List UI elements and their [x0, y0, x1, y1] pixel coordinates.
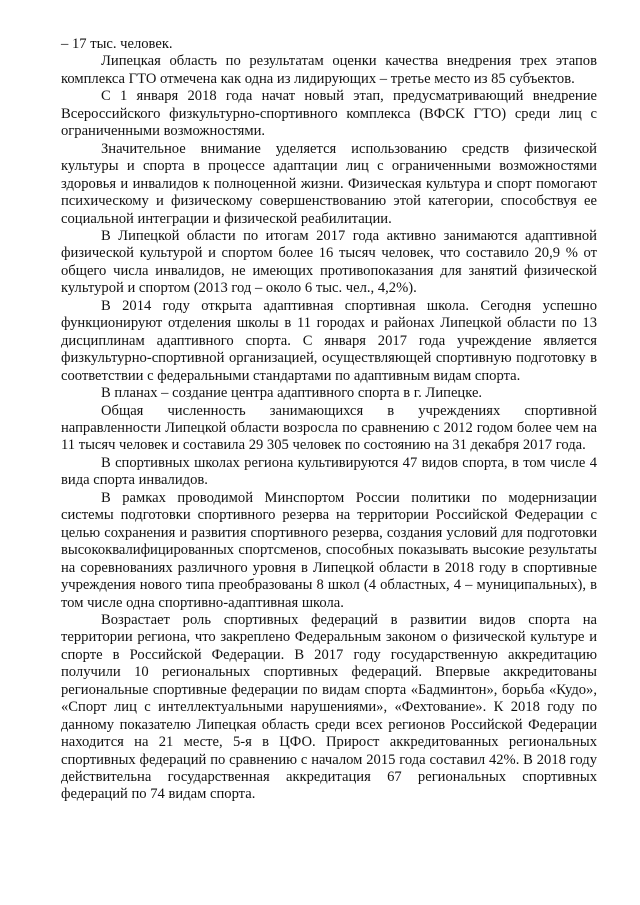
paragraph-adaptive-stats: В Липецкой области по итогам 2017 года активно занимаются адаптивной физической культурой и спортом более 16 тысяч человек, что составило 20,9 % от общего числа инвалидов, не имеющих противопоказания для занятий физической культурой и спортом (2013 год – около 6 тыс. чел., 4,2%).	[61, 227, 597, 297]
paragraph-plans: В планах – создание центра адаптивного спорта в г. Липецке.	[101, 385, 483, 402]
paragraph-federations: Возрастает роль спортивных федераций в развитии видов спорта на территории региона, что закреплено Федеральным законом о физической культуре и спорте в Российской Федерации. В 2017 году государственную аккредитацию получили 10 региональных спортивных федераций. Впервые аккредитованы региональные спортивные федерации по видам спорта «Бадминтон», борьба «Кудо», «Спорт лиц с интеллектуальными нарушениями», «Фехтование». К 2018 году по данному показателю Липецкая область среди всех регионов Российской Федерации находится на 21 месте, 5-я в ЦФО. Прирост аккредитованных региональных спортивных федераций по сравнению с началом 2015 года составил 42%. В 2018 году действительна государственная аккредитация 67 региональных спортивных федераций по 74 видам спорта.	[61, 611, 597, 803]
paragraph-adaptation: Значительное внимание уделяется использованию средств физической культуры и спорта в процессе адаптации лиц с ограниченными возможностями здоровья и инвалидов к полноценной жизни. Физическая культура и спорт помогают психическому и физическому совершенствованию этой категории, способствуя ее социальной интеграции и физической реабилитации.	[61, 140, 597, 227]
paragraph-reserve-modernization: В рамках проводимой Минспортом России политики по модернизации системы подготовки спортивного резерва на территории Российской Федерации с целью сохранения и развития спортивного резерва, создания условий для подготовки высококвалифицированных спортсменов, способных показывать высокие результаты на соревнованиях различного уровня в Липецкой области в 2018 году в спортивные учреждения нового типа преобразованы 8 школ (4 областных, 4 – муниципальных), в том числе одна спортивно-адаптивная школа.	[61, 489, 597, 611]
paragraph-total-participants: Общая численность занимающихся в учреждениях спортивной направленности Липецкой области возросла по сравнению с 2012 годом более чем на 11 тысяч человек и составила 29 305 человек по состоянию на 31 декабря 2017 года.	[61, 402, 597, 454]
document-page	[61, 36, 597, 804]
paragraph-adaptive-school: В 2014 году открыта адаптивная спортивная школа. Сегодня успешно функционируют отделения школы в 11 городах и районах Липецкой области по 13 дисциплинам адаптивного спорта. С января 2017 года учреждение является физкультурно-спортивной организацией, осуществляющей спортивную подготовку в соответствии с федеральными стандартами по адаптивным видам спорта.	[61, 297, 597, 384]
paragraph-gto-new-stage: С 1 января 2018 года начат новый этап, предусматривающий внедрение Всероссийского физкультурно-спортивного комплекса (ВФСК ГТО) среди лиц с ограниченными возможностями.	[61, 88, 597, 140]
paragraph-sports-count: В спортивных школах региона культивируются 47 видов спорта, в том числе 4 вида спорта инвалидов.	[61, 454, 597, 489]
paragraph-gto-rating: Липецкая область по результатам оценки качества внедрения трех этапов комплекса ГТО отмечена как одна из лидирующих – третье место из 85 субъектов.	[61, 53, 597, 87]
paragraph-continuation: – 17 тыс. человек.	[61, 36, 173, 52]
